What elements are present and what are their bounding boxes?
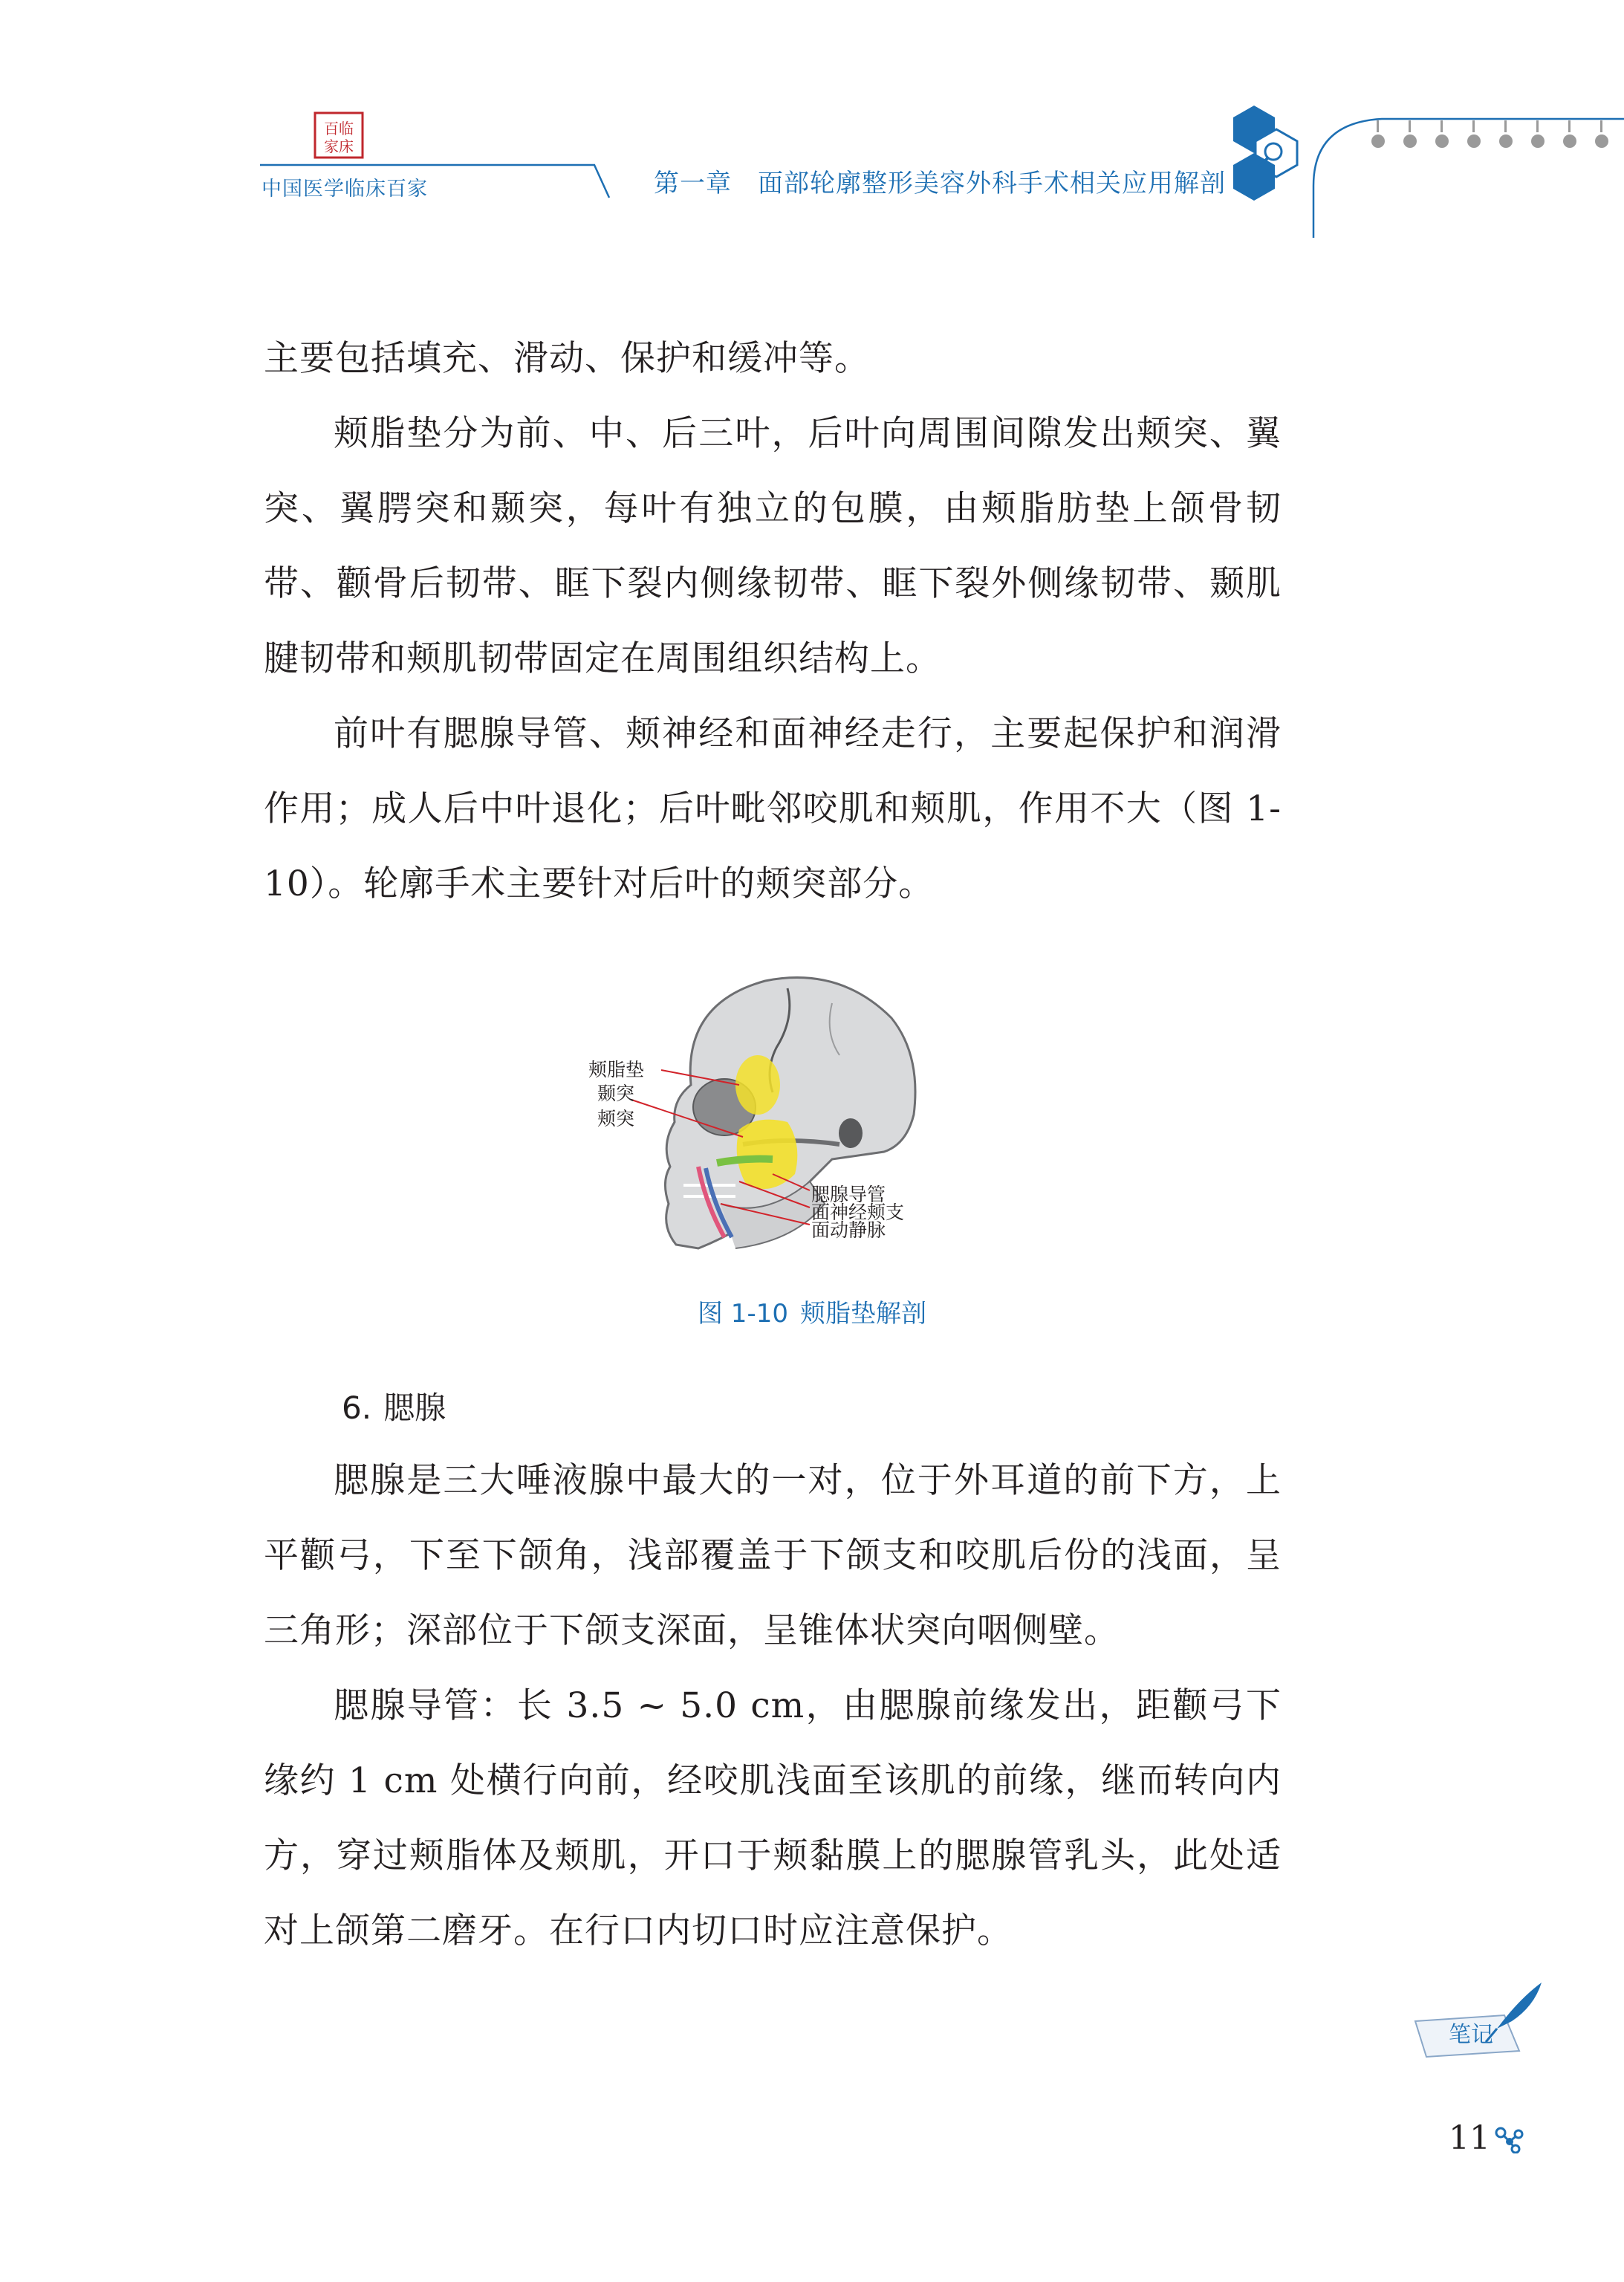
paragraph-anterior-lobe: 前叶有腮腺导管、颊神经和面神经走行，主要起保护和润滑作用；成人后中叶退化；后叶毗邻咬肌和颊肌，作用不大（图 1-10）。轮廓手术主要针对后叶的颊突部分。 bbox=[264, 713, 1282, 904]
caption-number: 图 1-10 bbox=[698, 1299, 788, 1329]
notes-quill-icon bbox=[1408, 1977, 1549, 2066]
svg-text:家床: 家床 bbox=[324, 137, 354, 155]
svg-text:百临: 百临 bbox=[324, 120, 354, 137]
notes-label: 笔记 bbox=[1449, 2022, 1493, 2048]
caption-title: 颊脂垫解剖 bbox=[799, 1299, 926, 1329]
paragraph-lobes: 颊脂垫分为前、中、后三叶，后叶向周围间隙发出颊突、翼突、翼腭突和颞突，每叶有独立的包膜，由颊脂肪垫上颌骨韧带、颧骨后韧带、眶下裂内侧缘韧带、眶下裂外侧缘韧带、颞肌腱韧带和颊肌韧带固定在周围组织结构上。 bbox=[264, 413, 1282, 679]
notes-badge bbox=[1408, 1977, 1549, 2066]
label-facial-artery-vein: 面动静脉 bbox=[811, 1219, 886, 1241]
header-decoration bbox=[0, 0, 1624, 238]
figure-caption bbox=[0, 1293, 1624, 1329]
label-facial-nerve-buccal-branch: 面神经颊支 bbox=[811, 1202, 905, 1223]
paragraph-parotid: 腮腺是三大唾液腺中最大的一对，位于外耳道的前下方，上平颧弓，下至下颌角，浅部覆盖于下颌支和咬肌后份的浅面，呈三角形；深部位于下颌支深面，呈锥体状突向咽侧壁。 bbox=[264, 1460, 1282, 1651]
series-name: 中国医学临床百家 bbox=[262, 178, 428, 201]
share-nodes-icon bbox=[1493, 2124, 1524, 2153]
chapter-title: 第一章 面部轮廓整形美容外科手术相关应用解剖 bbox=[654, 169, 1226, 198]
label-buccal-process: 颊突 bbox=[597, 1108, 635, 1129]
section-number: 6. bbox=[342, 1390, 372, 1426]
section-title: 腮腺 bbox=[383, 1390, 446, 1426]
label-parotid-duct: 腮腺导管 bbox=[811, 1184, 886, 1205]
temporal-process-fat bbox=[735, 1055, 780, 1115]
paragraph-parotid-duct: 腮腺导管：长 3.5 ~ 5.0 cm，由腮腺前缘发出，距颧弓下缘约 1 cm 处横行向前，经咬肌浅面至该肌的前缘，继而转向内方，穿过颊脂体及颊肌，开口于颊黏膜上的腮腺管乳头，此处适对上颌第二磨牙。在行口内切口时应注意保护。 bbox=[264, 1685, 1282, 1951]
label-buccal-fat-pad: 颊脂垫 bbox=[588, 1059, 645, 1080]
buccal-fat-pad-figure bbox=[587, 959, 943, 1256]
hexagon-badge-icon bbox=[1233, 106, 1297, 201]
binding-holes-decoration bbox=[1371, 120, 1608, 148]
series-logo bbox=[314, 111, 364, 159]
page-number: 11 bbox=[1449, 2119, 1490, 2157]
buccal-fat-pad bbox=[737, 1120, 798, 1189]
paragraph-intro: 主要包括填充、滑动、保护和缓冲等。 bbox=[264, 338, 870, 379]
section-heading bbox=[342, 1384, 458, 1428]
label-temporal-process: 颞突 bbox=[597, 1083, 635, 1104]
